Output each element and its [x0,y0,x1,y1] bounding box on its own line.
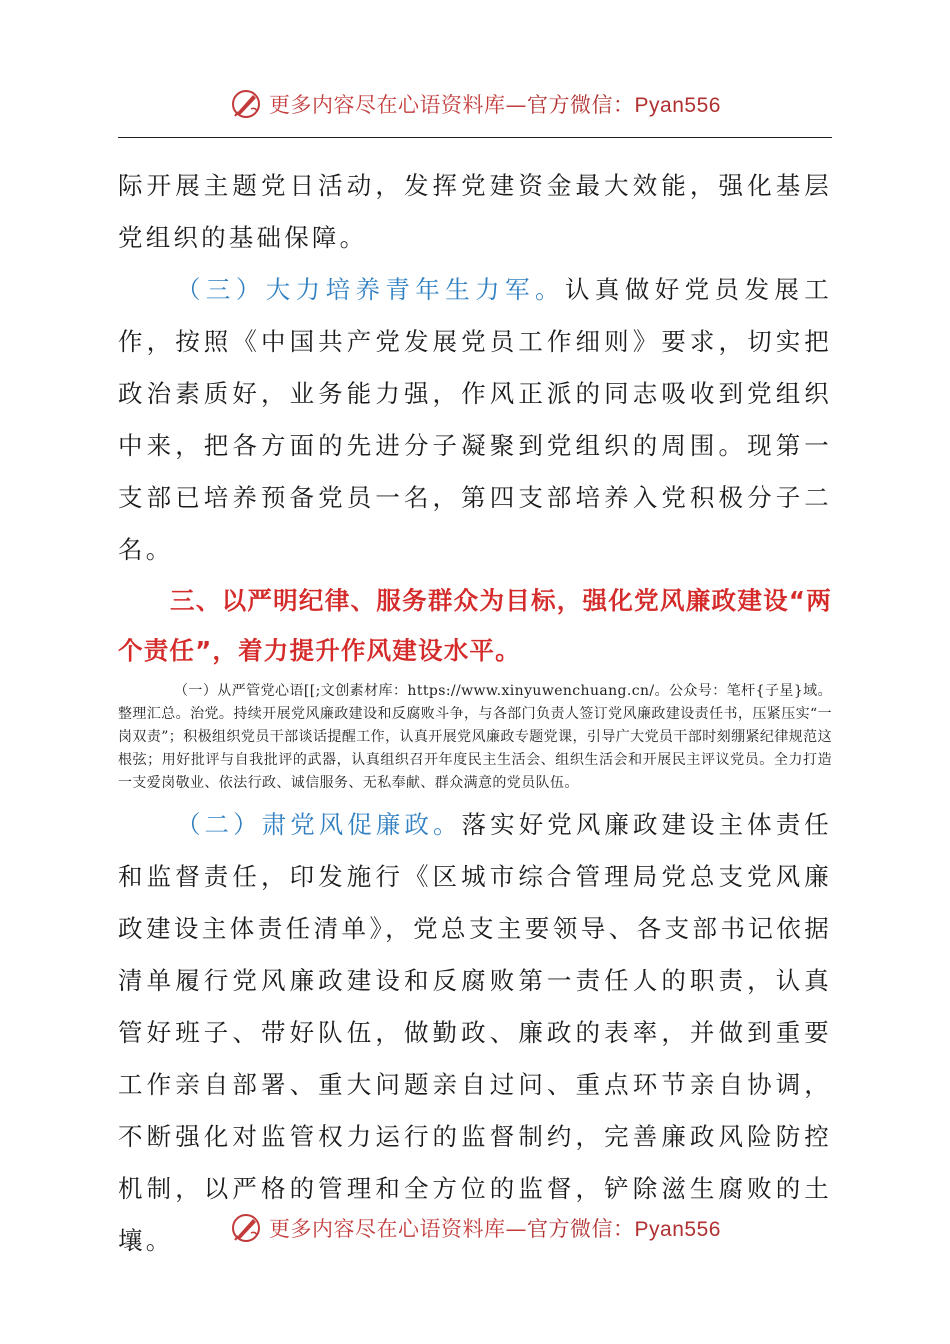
quill-logo-icon [229,87,263,121]
subsection-2-heading: （二）肃党风促廉政。 [176,810,462,839]
subsection-3 [118,264,832,576]
watermark-text [269,89,721,119]
watermark-id: Pyan556 [634,94,721,117]
document-body [118,160,832,1267]
quill-logo-icon [229,1211,263,1245]
header-rule [118,137,832,138]
subsection-3-text: 认真做好党员发展工作，按照《中国共产党发展党员工作细则》要求，切实把政治素质好，业务能力强，作风正派的同志吸收到党组织中来，把各方面的先进分子凝聚到党组织的周围。现第一支部已培养预备党员一名，第四支部培养入党积极分子二名。 [118,275,832,564]
watermark-main: 更多内容尽在心语资料库 [269,1217,506,1241]
watermark-dash: — [505,93,528,117]
subsection-3-heading: （三）大力培养青年生力军。 [176,275,565,304]
paragraph-continuation: 际开展主题党日活动，发挥党建资金最大效能，强化基层党组织的基础保障。 [118,171,832,252]
subsection-2-text: 落实好党风廉政建设主体责任和监督责任，印发施行《区城市综合管理局党总支党风廉政建设主体责任清单》，党总支主要领导、各支部书记依据清单履行党风廉政建设和反腐败第一责任人的职责，认真管好班子、带好队伍，做勤政、廉政的表率，并做到重要工作亲自部署、重大问题亲自过问、重点环节亲自协调，不断强化对监管权力运行的监督制约，完善廉政风险防控机制，以严格的管理和全方位的监督，铲除滋生腐败的土壤。 [118,810,832,1255]
watermark-dash: — [505,1217,528,1241]
watermark-official: 官方微信： [527,93,635,117]
footer-watermark [0,1208,950,1248]
header-watermark [0,84,950,124]
section-3-title: 三、以严明纪律、服务群众为目标，强化党风廉政建设“两个责任”，着力提升作风建设水平。 [118,586,832,665]
watermark-text [269,1213,721,1243]
watermark-main: 更多内容尽在心语资料库 [269,93,506,117]
watermark-id: Pyan556 [634,1218,721,1241]
watermark-official: 官方微信： [527,1217,635,1241]
subsection-2 [118,799,832,1267]
small-paragraph: （一）从严管党心语[[;文创素材库：https://www.xinyuwenchuang.cn/。公众号：笔杆{子星}域。整理汇总。治党。持续开展党风廉政建设和反腐败斗争，与各部门负责人签订党风廉政建设责任书，压紧压实“一岗双责”；积极组织党员干部谈话提醒工作，认真开展党风廉政专题党课，引导广大党员干部时刻绷紧纪律规范这根弦；用好批评与自我批评的武器，认真组织召开年度民主生活会、组织生活会和开展民主评议党员。全力打造一支爱岗敬业、依法行政、诚信服务、无私奉献、群众满意的党员队伍。 [118,683,832,791]
